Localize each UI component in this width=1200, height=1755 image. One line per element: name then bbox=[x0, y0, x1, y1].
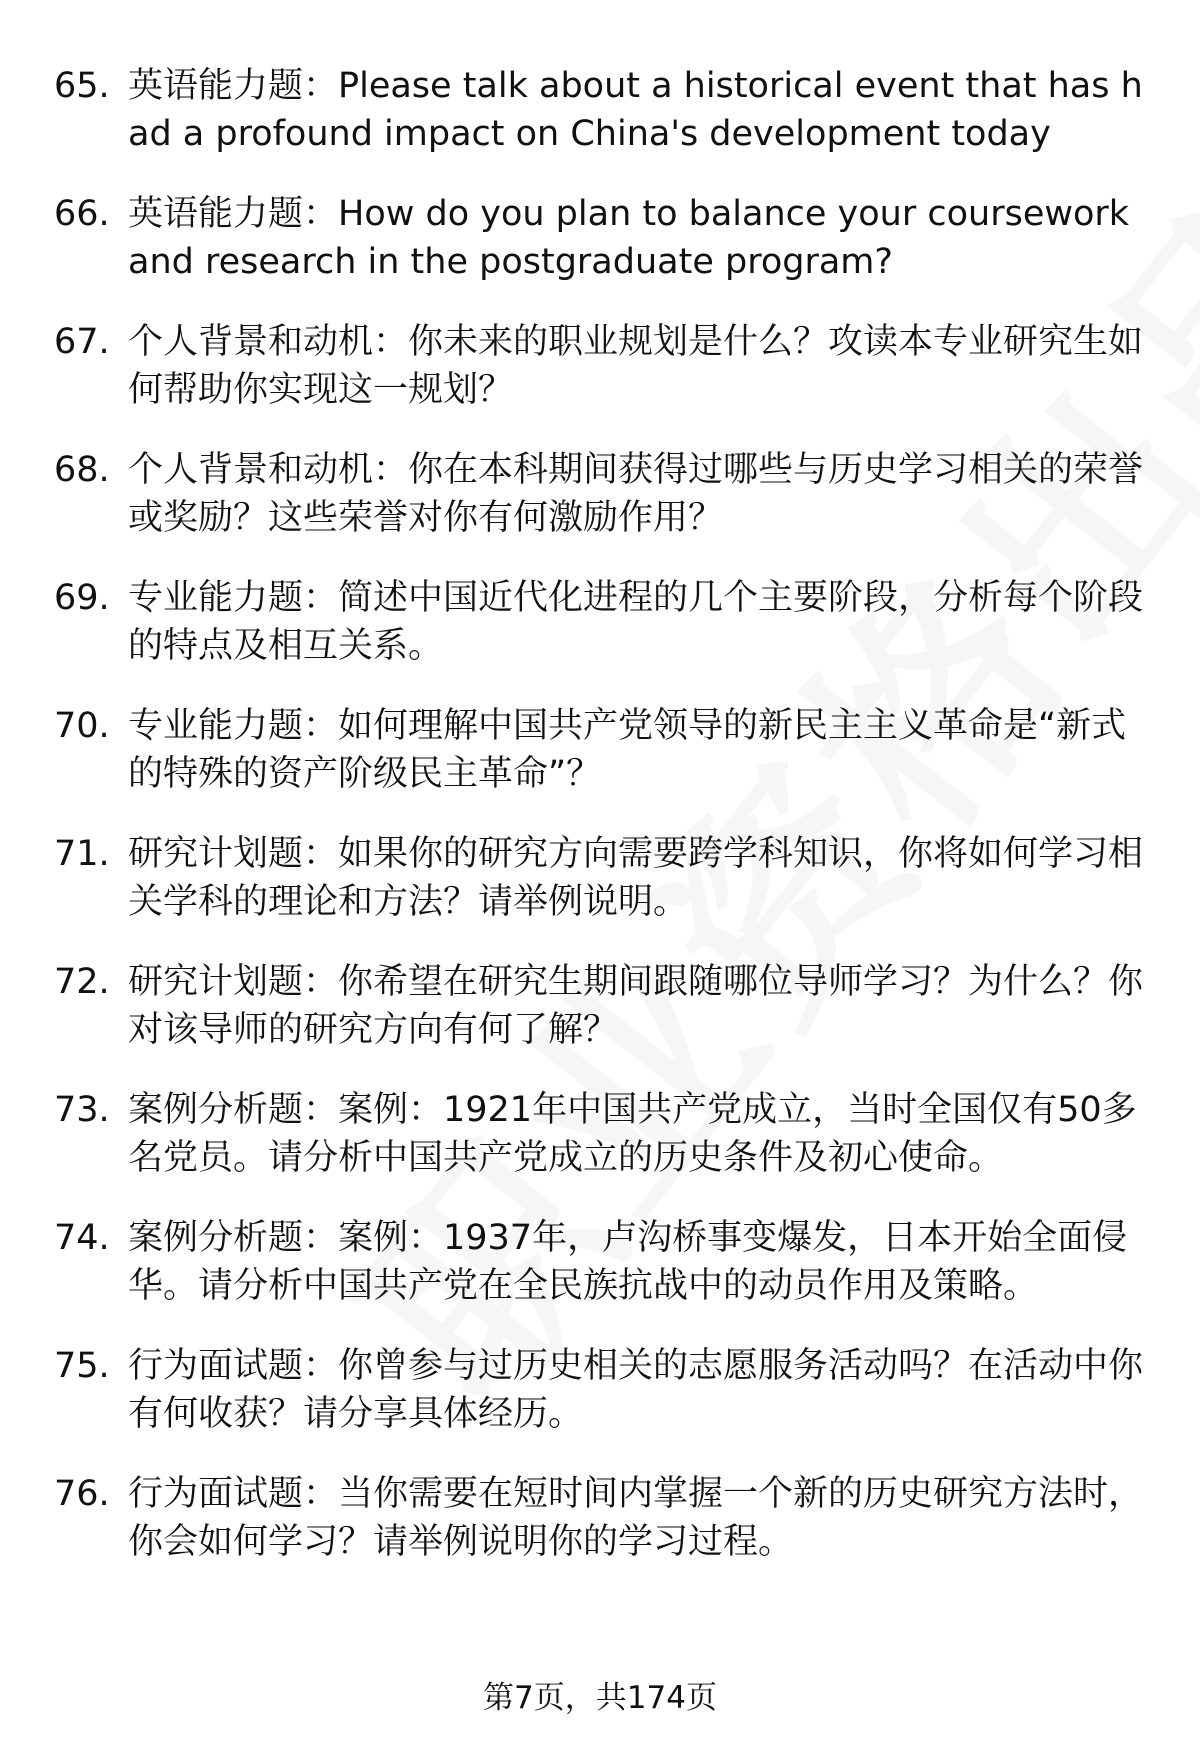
question-text: 案例分析题：案例：1921年中国共产党成立，当时全国仅有50多名党员。请分析中国共产党成立的历史条件及初心使命。 bbox=[128, 1090, 1137, 1178]
list-item bbox=[0, 62, 1200, 158]
list-item bbox=[0, 1342, 1200, 1438]
question-list bbox=[0, 62, 1200, 1598]
question-number: 73. bbox=[54, 1090, 110, 1130]
question-text: 研究计划题：你希望在研究生期间跟随哪位导师学习？为什么？你对该导师的研究方向有何了解？ bbox=[128, 962, 1144, 1050]
list-item bbox=[0, 446, 1200, 542]
question-text: 案例分析题：案例：1937年，卢沟桥事变爆发，日本开始全面侵华。请分析中国共产党在全民族抗战中的动员作用及策略。 bbox=[128, 1218, 1128, 1306]
list-item bbox=[0, 958, 1200, 1054]
list-item bbox=[0, 702, 1200, 798]
question-text: 专业能力题：简述中国近代化进程的几个主要阶段，分析每个阶段的特点及相互关系。 bbox=[128, 578, 1144, 666]
question-number: 72. bbox=[54, 962, 110, 1002]
question-number: 76. bbox=[54, 1474, 110, 1514]
list-item bbox=[0, 190, 1200, 286]
question-text: 英语能力题：Please talk about a historical event that has had a profound impact on China's development today bbox=[128, 66, 1143, 154]
question-number: 68. bbox=[54, 450, 110, 490]
list-item bbox=[0, 1214, 1200, 1310]
question-number: 65. bbox=[54, 66, 110, 106]
question-number: 69. bbox=[54, 578, 110, 618]
question-text: 英语能力题：How do you plan to balance your coursework and research in the postgraduate program? bbox=[128, 194, 1130, 282]
question-text: 行为面试题：当你需要在短时间内掌握一个新的历史研究方法时，你会如何学习？请举例说明你的学习过程。 bbox=[128, 1474, 1144, 1562]
question-text: 专业能力题：如何理解中国共产党领导的新民主主义革命是“新式的特殊的资产阶级民主革命”？ bbox=[128, 706, 1127, 794]
question-number: 67. bbox=[54, 322, 110, 362]
list-item bbox=[0, 318, 1200, 414]
question-number: 71. bbox=[54, 834, 110, 874]
question-number: 66. bbox=[54, 194, 110, 234]
list-item bbox=[0, 1086, 1200, 1182]
question-text: 个人背景和动机：你未来的职业规划是什么？攻读本专业研究生如何帮助你实现这一规划？ bbox=[128, 322, 1144, 410]
question-number: 70. bbox=[54, 706, 110, 746]
question-text: 个人背景和动机：你在本科期间获得过哪些与历史学习相关的荣誉或奖励？这些荣誉对你有何激励作用？ bbox=[128, 450, 1144, 538]
question-number: 75. bbox=[54, 1346, 110, 1386]
list-item bbox=[0, 574, 1200, 670]
list-item bbox=[0, 1470, 1200, 1566]
question-text: 研究计划题：如果你的研究方向需要跨学科知识，你将如何学习相关学科的理论和方法？请举例说明。 bbox=[128, 834, 1144, 922]
question-text: 行为面试题：你曾参与过历史相关的志愿服务活动吗？在活动中你有何收获？请分享具体经历。 bbox=[128, 1346, 1144, 1434]
question-number: 74. bbox=[54, 1218, 110, 1258]
page-footer: 第7页，共174页 bbox=[483, 1680, 717, 1716]
list-item bbox=[0, 830, 1200, 926]
